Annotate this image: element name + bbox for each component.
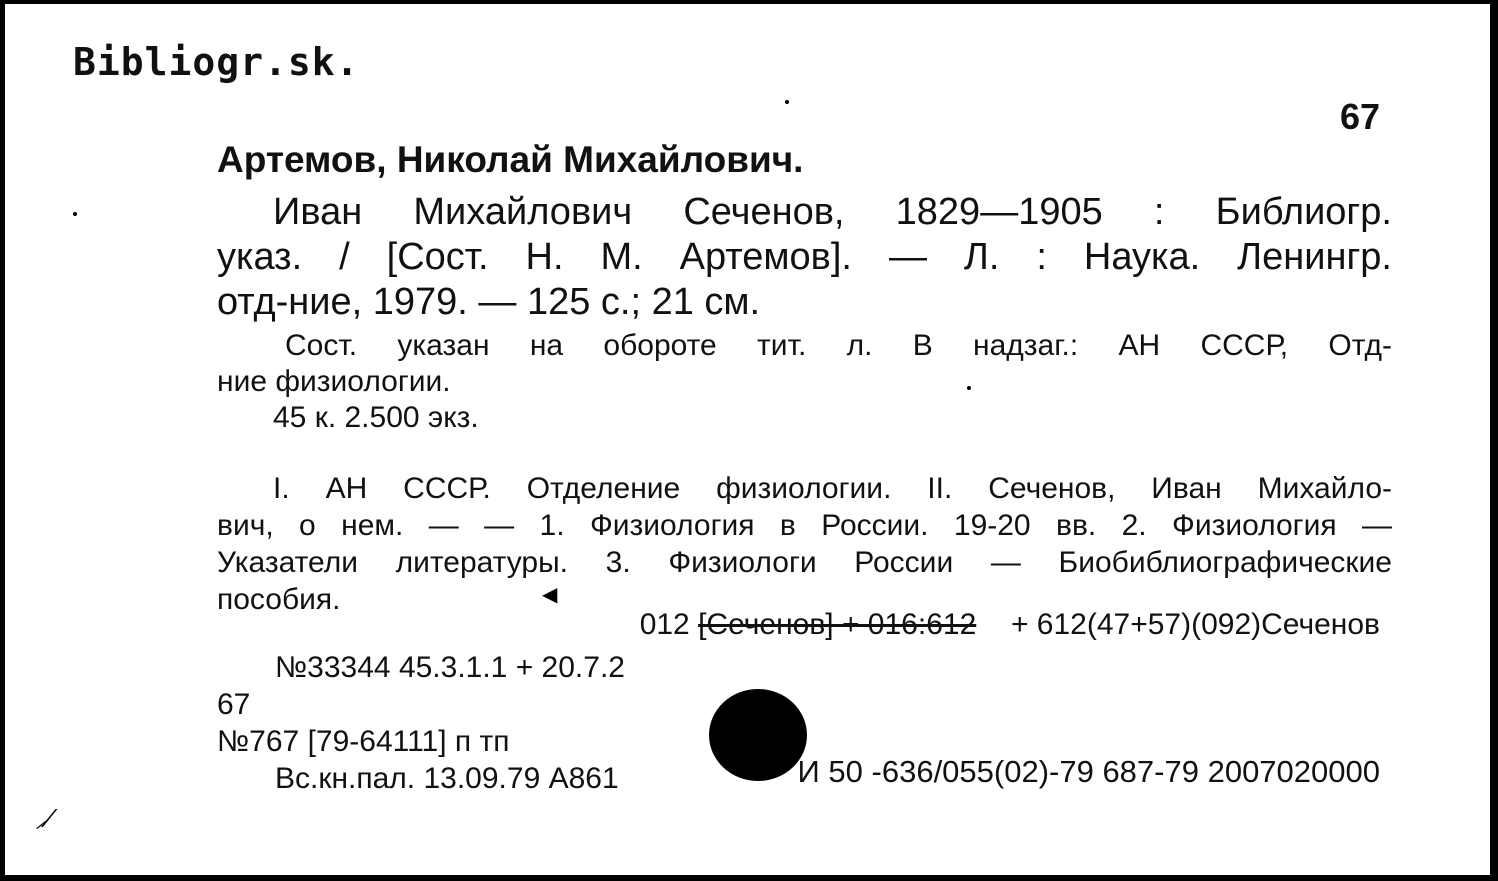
tech-line: №767 [79-64111] п тп bbox=[217, 725, 510, 758]
publisher-code-line: И 50 -636/055(02)-79 687-79 2007020000 bbox=[797, 754, 1380, 789]
tracing-line: Указатели литературы. 3. Физиологи России — Биобиблиографические bbox=[217, 546, 1392, 579]
punch-hole bbox=[709, 689, 807, 781]
description-line: Иван Михайлович Сеченов, 1829—1905 : Библиогр. bbox=[273, 191, 1392, 233]
arrow-mark-icon: ◀ bbox=[542, 582, 558, 606]
speck-icon bbox=[785, 100, 789, 104]
tracing-line: вич, о нем. — — 1. Физиология в России. 19-20 вв. 2. Физиология — bbox=[217, 509, 1392, 542]
bibliographic-description bbox=[217, 190, 1392, 325]
pencil-mark-icon: ⸝⁄ bbox=[35, 803, 53, 833]
author-heading: Артемов, Николай Михайлович. bbox=[217, 139, 804, 180]
description-line: указ. / [Сост. Н. М. Артемов]. — Л. : Наука. Ленингр. bbox=[217, 236, 1392, 278]
classification-prefix: 012 bbox=[639, 608, 690, 641]
speck-icon bbox=[967, 386, 971, 390]
tech-line: №33344 45.3.1.1 + 20.7.2 bbox=[275, 651, 625, 684]
price-and-print-run: 45 к. 2.500 экз. bbox=[273, 401, 479, 434]
tech-line: Вс.кн.пал. 13.09.79 А861 bbox=[275, 762, 619, 795]
notes-area bbox=[217, 328, 1392, 436]
technical-data bbox=[217, 649, 625, 797]
library-stamp: Bibliogr.sk. bbox=[73, 40, 360, 84]
note-line: Сост. указан на обороте тит. л. В надзаг.: АН СССР, Отд- bbox=[285, 329, 1392, 362]
note-line: ние физиологии. bbox=[217, 365, 451, 398]
classification-index: + 612(47+57)(092)Сеченов bbox=[1010, 608, 1380, 641]
classification-line bbox=[640, 608, 1380, 642]
tracing-line: I. АН СССР. Отделение физиологии. II. Сеченов, Иван Михайло- bbox=[273, 472, 1392, 505]
speck-icon bbox=[73, 212, 77, 216]
card-number: 67 bbox=[1339, 96, 1380, 137]
description-line: отд-ние, 1979. — 125 с.; 21 см. bbox=[217, 281, 761, 323]
subject-tracings bbox=[217, 470, 1392, 618]
tracing-line: пособия. bbox=[217, 583, 341, 616]
margin-card-number: 67 bbox=[217, 688, 251, 721]
struck-classification: [Сеченов] + 016:612 bbox=[698, 608, 977, 641]
